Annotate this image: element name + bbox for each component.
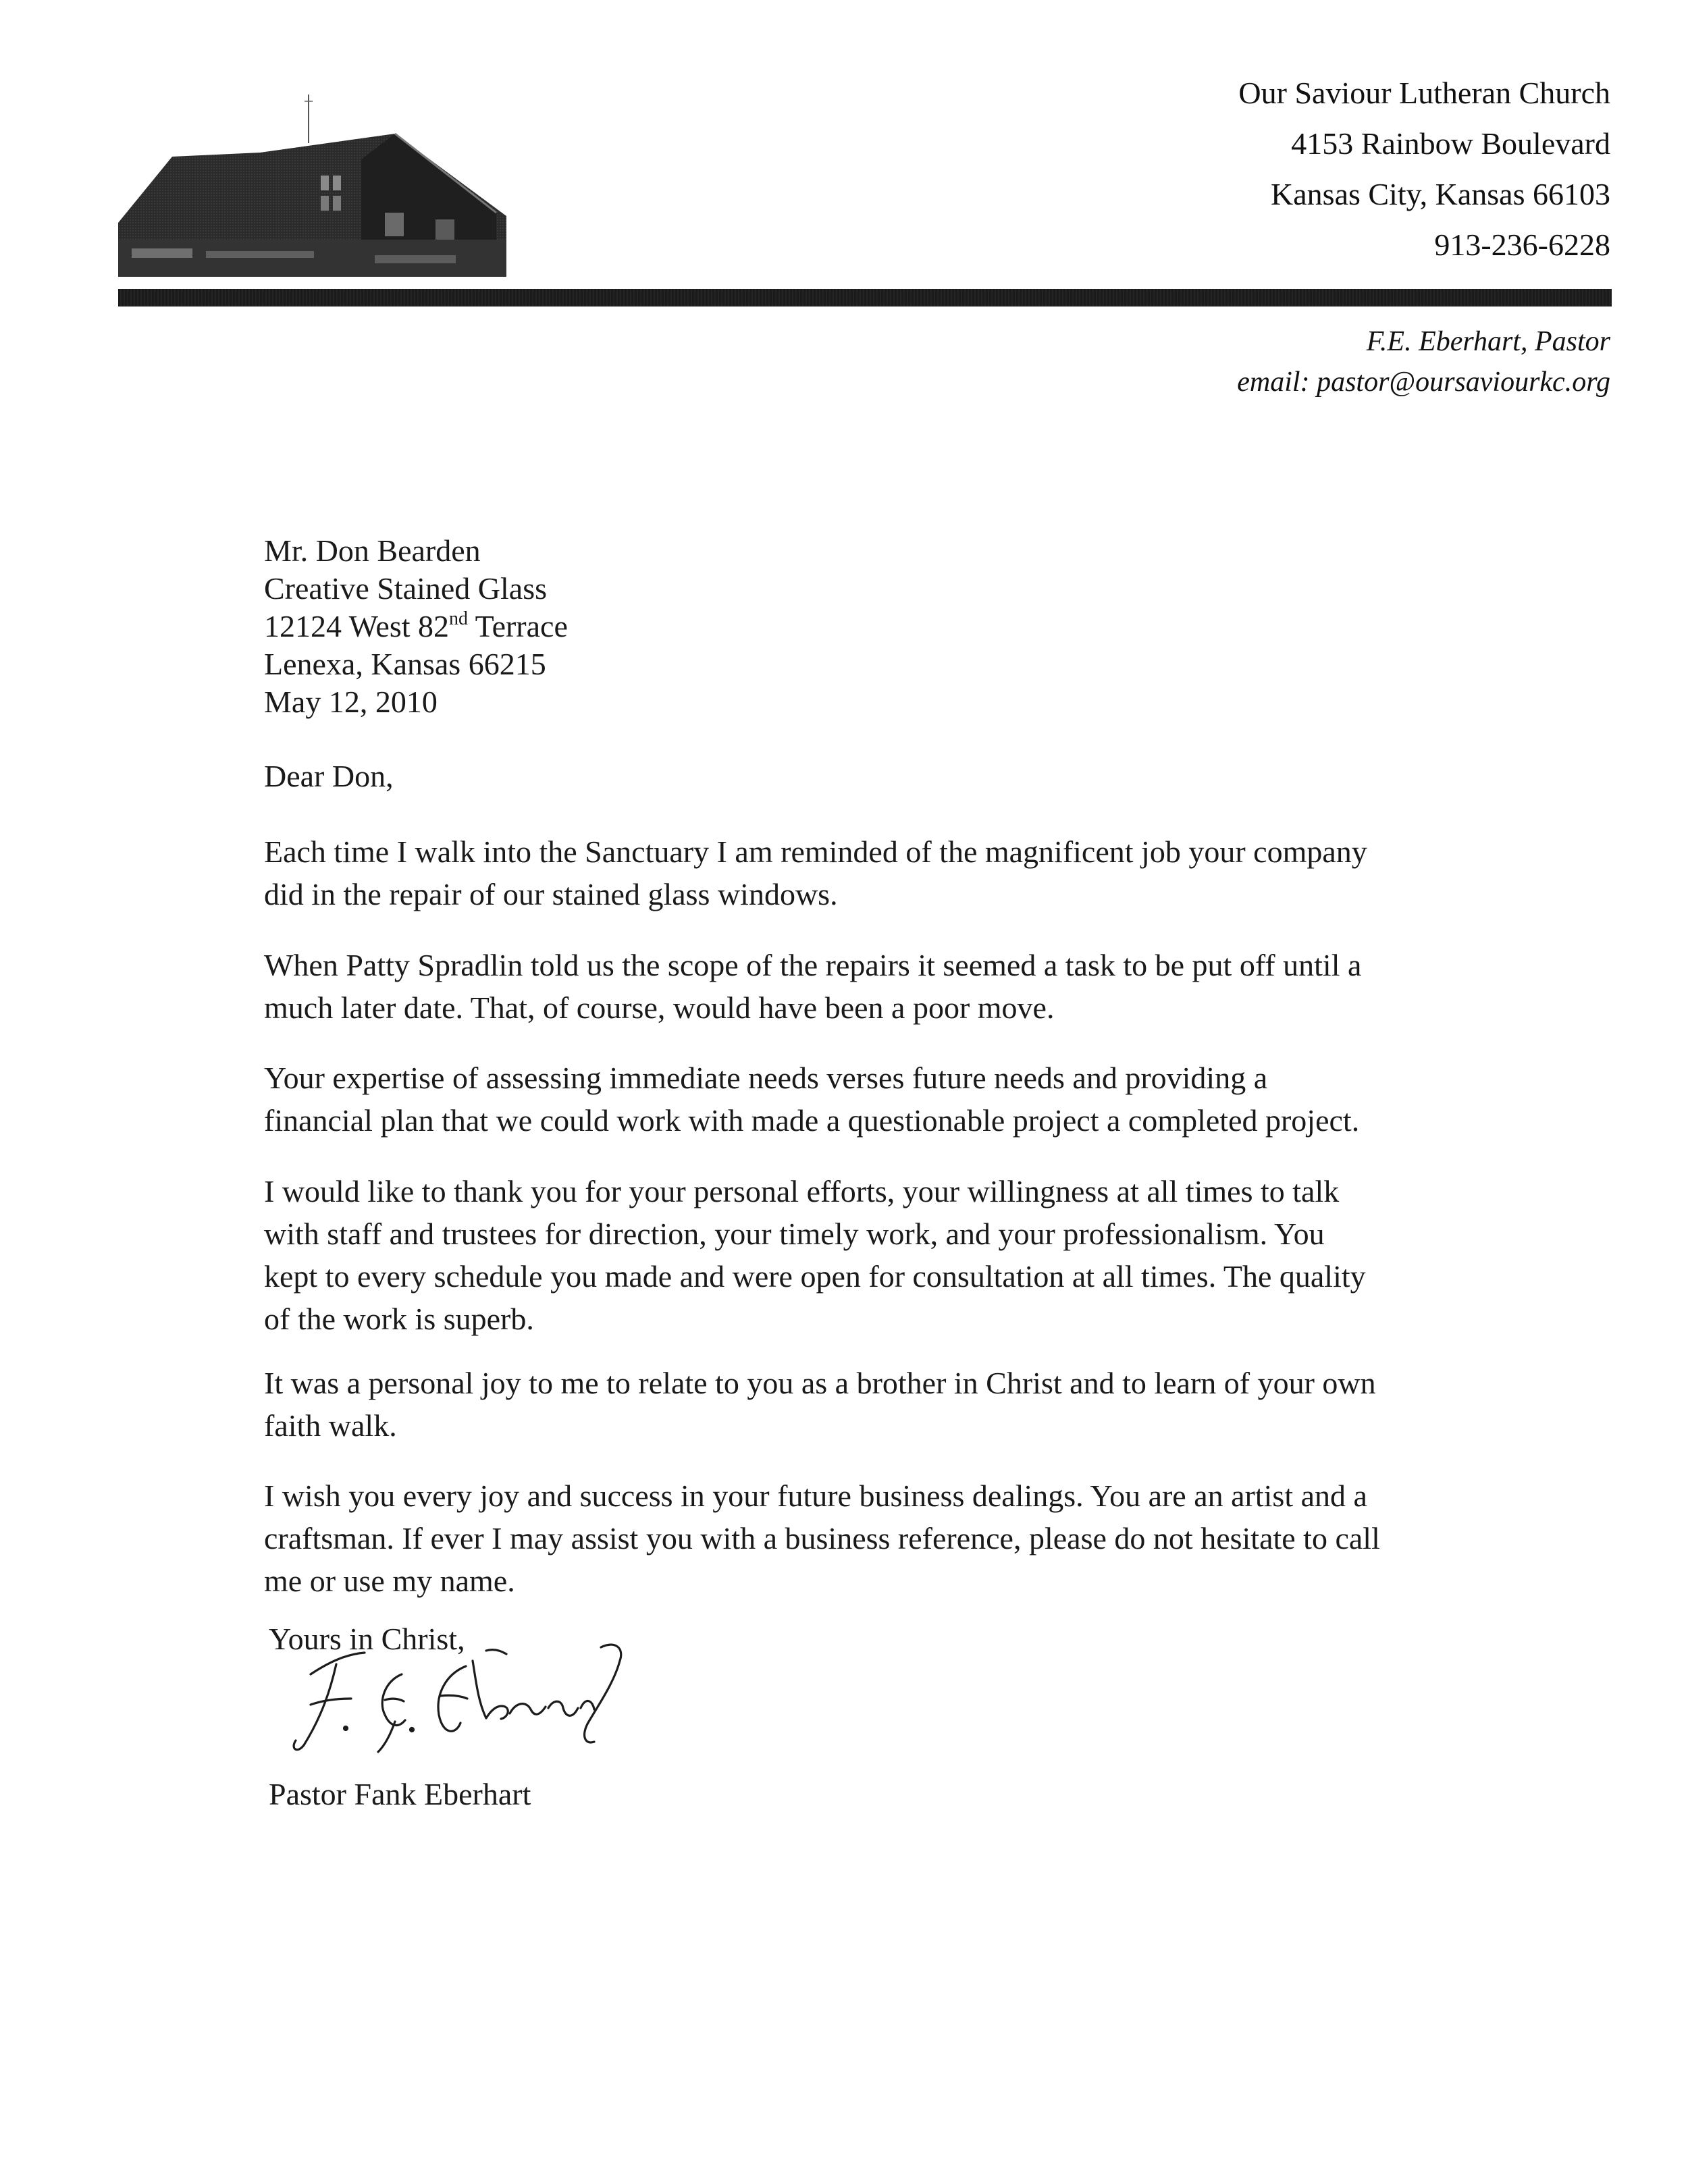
recipient-street — [264, 608, 568, 645]
pastor-email-line: email: pastor@oursaviourkc.org — [1237, 367, 1610, 398]
church-city: Kansas City, Kansas 66103 — [1271, 177, 1610, 211]
body-paragraph-3 — [264, 1057, 1479, 1142]
salutation: Dear Don, — [264, 759, 394, 793]
paragraph-line: faith walk. — [264, 1408, 397, 1443]
church-contact-block — [1003, 68, 1610, 270]
church-building-image — [118, 95, 506, 277]
body-paragraph-2 — [264, 944, 1479, 1029]
paragraph-line: craftsman. If ever I may assist you with a business reference, please do not hesitate to call — [264, 1521, 1380, 1555]
paragraph-line: Each time I walk into the Sanctuary I am reminded of the magnificent job your company — [264, 834, 1367, 869]
body-paragraph-5 — [264, 1362, 1479, 1447]
signer-name: Pastor Fank Eberhart — [269, 1777, 531, 1811]
paragraph-line: When Patty Spradlin told us the scope of the repairs it seemed a task to be put off until a — [264, 948, 1362, 982]
handwritten-signature — [284, 1634, 635, 1762]
paragraph-line: It was a personal joy to me to relate to you as a brother in Christ and to learn of your own — [264, 1366, 1376, 1400]
paragraph-line: of the work is superb. — [264, 1302, 534, 1336]
paragraph-line: with staff and trustees for direction, your timely work, and your professionalism. You — [264, 1217, 1325, 1251]
pastor-name-line: F.E. Eberhart, Pastor — [1366, 326, 1610, 357]
pastor-info — [1003, 321, 1610, 402]
letterhead-divider — [118, 289, 1612, 307]
closing-line: Yours in Christ, — [269, 1622, 465, 1656]
paragraph-line: Your expertise of assessing immediate needs verses future needs and providing a — [264, 1061, 1268, 1095]
body-paragraph-6 — [264, 1474, 1479, 1602]
church-phone: 913-236-6228 — [1434, 228, 1610, 262]
recipient-company: Creative Stained Glass — [264, 571, 548, 606]
recipient-street-suffix: nd — [449, 608, 469, 629]
letter-date: May 12, 2010 — [264, 685, 438, 719]
paragraph-line: did in the repair of our stained glass windows. — [264, 877, 838, 911]
recipient-address — [264, 532, 568, 721]
recipient-street-rest: Terrace — [468, 609, 568, 643]
church-street: 4153 Rainbow Boulevard — [1291, 126, 1610, 161]
recipient-name: Mr. Don Bearden — [264, 533, 481, 568]
paragraph-line: much later date. That, of course, would have been a poor move. — [264, 990, 1055, 1025]
paragraph-line: I would like to thank you for your personal efforts, your willingness at all times to talk — [264, 1174, 1340, 1208]
paragraph-line: I wish you every joy and success in your future business dealings. You are an artist and a — [264, 1479, 1367, 1513]
church-name: Our Saviour Lutheran Church — [1238, 76, 1610, 110]
body-paragraph-4 — [264, 1170, 1479, 1340]
body-paragraph-1 — [264, 830, 1479, 915]
paragraph-line: financial plan that we could work with made a questionable project a completed project. — [264, 1103, 1360, 1138]
paragraph-line: kept to every schedule you made and were open for consultation at all times. The quality — [264, 1259, 1366, 1294]
recipient-city: Lenexa, Kansas 66215 — [264, 647, 546, 681]
recipient-street-number: 12124 West 82 — [264, 609, 450, 643]
paragraph-line: me or use my name. — [264, 1564, 515, 1598]
